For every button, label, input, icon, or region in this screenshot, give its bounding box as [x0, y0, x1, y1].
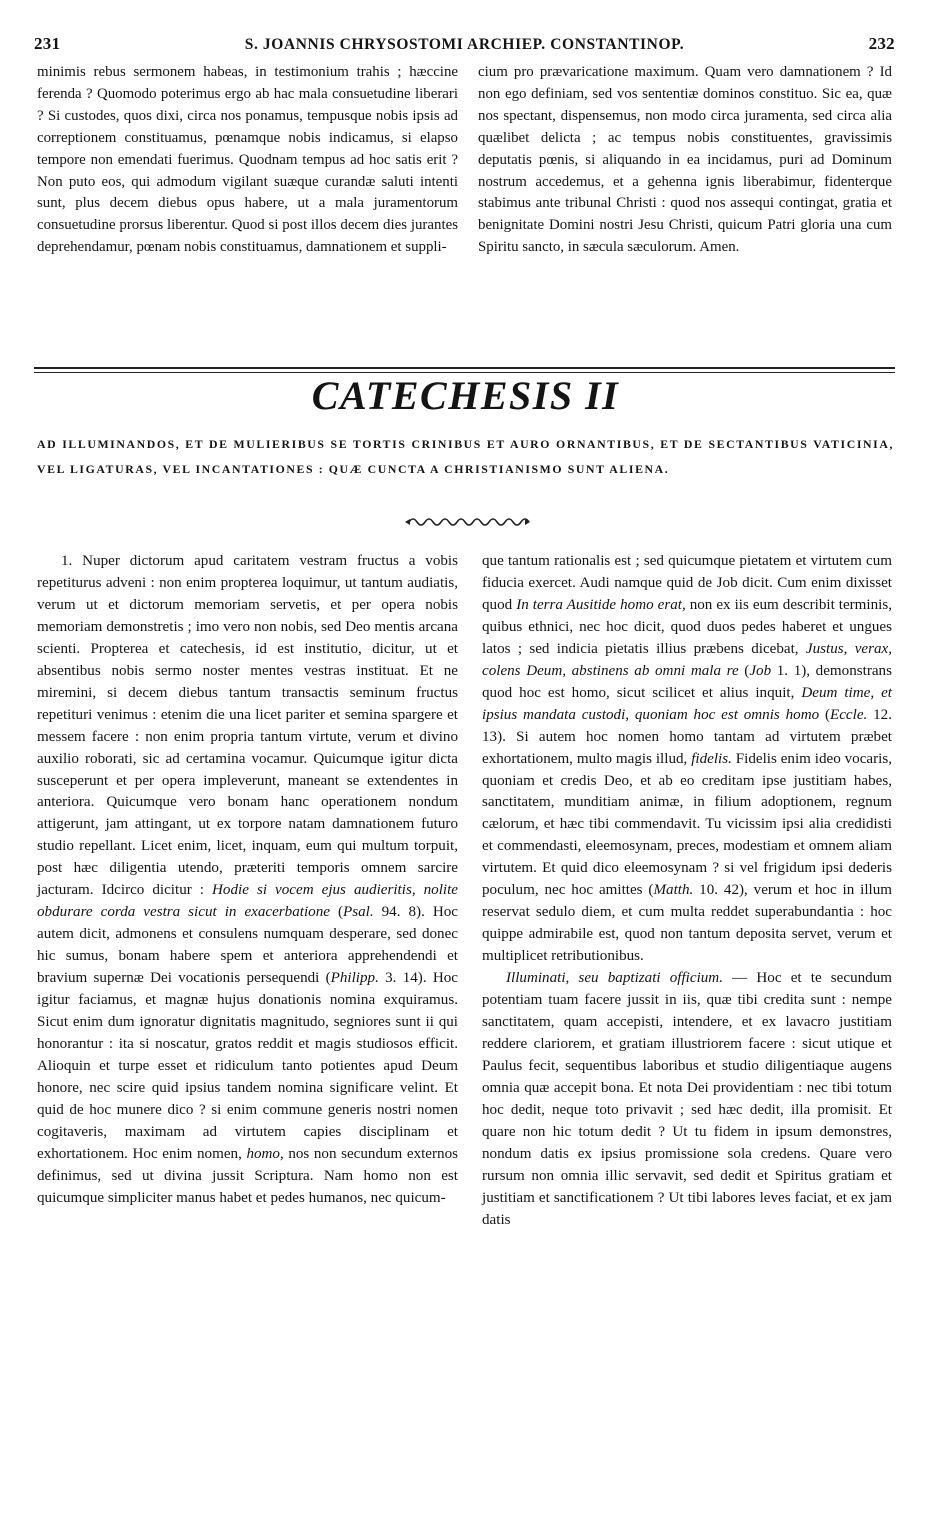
text-run: 1. Nuper dictorum apud caritatem vestram fructus a vobis repetiturus adveni : non enim propterea loquimur, ut tantum audiatis, verum ut et dictorum memoriam servetis, et per opera nobis memoriam demonstretis ; imo vero non nobis, sed Deo mentis arcana scienti. Propterea et catechesis, id est institutio, dicitur, ut et absentibus nobis sermo noster mentes vestras instituat. Et ne miremini, si decem diebus tantum transactis seminum fructus repetituri venimus : etenim die una licet pariter et semina spargere et messem facere : non enim propria tantum virtute, verum et divino auxilio roborati, sic ad certamina vocamur. Quicumque igitur dicta susceperunt et per opera impleverunt, maneant se extendentes in anteriora. Quicumque vero bonam hanc operationem nondum attigerunt, jam attingant, ut ex torpore natam damnationem futuro studio repellant. Licet enim, licet, inquam, eum qui multum torpuit, post hæc diligentia utendo, præteriti temporis omnem sarcire jacturam. Idcirco dicitur : — [37, 553, 458, 899]
text-run: — Hoc et te secundum potentiam tuam facere jussit in iis, quæ tibi credita sunt : nempe sanctitatem, quam accepisti, intendere, et ex lavacro justitiam reddere clariorem, et gratiam illustriorem facere : sicut utique et Paulus fecit, sequentibus laboribus et studio diligentiaque augens omnia quæ accepit bona. Et nota Dei providentiam : nec tibi totum hoc dedit, neque toto privavit ; sed hæc dedit, illa promisit. Et quare non hic totum dedit ? Ut tu fidem in ipsum demonstres, nondum datis ex ipsius promissione sola credens. Quare vero rursum non omnia illic servavit, sed dedit et Spiritus gratiam et justitiam et sanctificationem ? Ut tibi labores leves faciat, et ex jam datis — [482, 970, 893, 1228]
side-heading: Illuminati, seu baptizati officium. — [506, 970, 723, 987]
text-run: non ex iis eum describit terminis, quibus ethnici, nec hoc dicit, quod duos pedes haberet et ungues latos ; sed indicia pietatis illius præbens dicebat, — [482, 596, 892, 657]
paragraph-1 — [37, 551, 458, 1210]
running-title: S. JOANNIS CHRYSOSTOMI ARCHIEP. CONSTANTINOP. — [244, 36, 685, 53]
scripture-quote: Hodie si vocem ejus audieritis, nolite obdurare corda vestra sicut in exacerbatione — [37, 882, 458, 921]
text-run: 12. 13). Si autem hoc nomen homo tantam ad virtutem præbet exhortationem, multo magis illud, — [482, 706, 892, 767]
bottom-right-column — [482, 551, 892, 1232]
top-right-column — [478, 62, 892, 259]
scripture-quote: Deum time, et ipsius mandata custodi, quoniam hoc est omnis homo — [482, 684, 892, 723]
text-run: ( — [819, 706, 831, 723]
text-run: ( — [738, 662, 750, 679]
emphasis-word: fidelis. — [691, 750, 732, 767]
page-number-left: 231 — [34, 34, 61, 53]
ornament-flourish-icon — [405, 516, 530, 528]
top-left-column — [37, 62, 458, 259]
text-run: ( — [329, 904, 343, 921]
citation: Job — [749, 662, 772, 679]
citation: Philipp. — [330, 970, 379, 987]
paragraph-1-continued — [482, 551, 892, 968]
page-header — [34, 34, 895, 60]
section-title: CATECHESIS II — [311, 373, 620, 418]
citation: Eccle. — [830, 706, 868, 723]
scripture-quote: In terra Ausitide homo erat, — [516, 596, 686, 613]
section-rule-thick — [34, 367, 895, 369]
top-left-paragraph: minimis rebus sermonem habeas, in testimonium trahis ; hæccine ferenda ? Quomodo poterimus ergo ab hac mala consuetudine liberari ? Si custodes, quos dixi, circa nos ponamus, tempusque nobis ipsis ad correptionem constituamus, pœnamque nobis indicamus, si elapso tempore non emendati fuerimus. Quodnam tempus ad hoc satis erit ? Non puto eos, qui admodum vigilant suæque curandæ saluti intenti sunt, plus decem diebus opus habere, ut a mala juramentorum consuetudine prorsus liberentur. Quod si post illos decem dies jurantes deprehendamur, pœnam nobis constituamus, damnationem et suppli- — [37, 64, 458, 256]
citation: Psal. — [343, 904, 374, 921]
top-right-paragraph: cium pro prævaricatione maximum. Quam vero damnationem ? Id non ego definiam, sed vos sententiæ dominos constituo. Sic ea, quæ nos spectant, dispensemus, non modo circa juramenta, sed circa alia quælibet delicta ; ac tempus nobis constituentes, gravissimis deputatis pœnis, si aliquando in ea incidamus, puri ad Dominum nostrum accedemus, et a gehenna ignis liberabimur, fidenterque stabimus ante tribunal Christi : quod nos assequi contingat, gratia et benignitate Domini nostri Jesu Christi, quicum Patri gloria una cum Spiritu sancto, in sæcula sæculorum. Amen. — [478, 64, 892, 256]
text-run: Fidelis enim ideo vocaris, quoniam et credis Deo, et ab eo creditam ipse justitiam habes, sanctitatem, munditiam animæ, in filium adoptionem, regnum cælorum, et hæc tibi commendavit. Tu vicissim ipsi alia credidisti et commendasti, eleemosynam, preces, modestiam et omnem aliam virtutem. Et quid dico eleemosynam ? si vel frigidum ipsi dederis poculum, nec hoc amittes ( — [482, 750, 892, 899]
bottom-left-column — [37, 551, 458, 1210]
text-run: 3. 14). Hoc igitur faciamus, et magnæ hujus donationis nomina exquiramus. Sicut enim dum ignoratur dignitatis magnitudo, segniores sunt ii qui honorantur : ita si noscatur, gratos reddit et magis studiosos efficit. Alioquin et turpe esset et ridiculum tanto potientes apud Deum honore, nec scire quid ipsius tandem nomina significare velint. Et quid de hoc munere dico ? si enim commune generis nostri nomen cogitaveris, maximam ad virtutem capies disciplinam et exhortationem. Hoc enim nomen, — [37, 970, 458, 1162]
citation: Matth. — [653, 882, 694, 899]
scripture-quote: Justus, verax, colens Deum, abstinens ab omni mala re — [482, 640, 893, 679]
text-run: nos non secundum externos definimus, sed ut divina jussit Scriptura. Nam homo non est quicumque simpliciter manus habet et pedes humanos, nec quicum- — [37, 1145, 458, 1206]
section-subtitle: AD ILLUMINANDOS, ET DE MULIERIBUS SE TORTIS CRINIBUS ET AURO ORNANTIBUS, ET DE SECTANTIBUS VATICINIA, VEL LIGATURAS, VEL INCANTATIONES : QUÆ CUNCTA A CHRISTIANISMO SUNT ALIENA. — [37, 437, 894, 476]
emphasis-word: homo, — [246, 1145, 284, 1162]
page-number-right: 232 — [868, 34, 895, 53]
text-run: que tantum rationalis est ; sed quicumque pietatem et virtutem cum fiducia exercet. Audi namque quid de Job dicit. Cum enim dixisset quod — [482, 553, 892, 613]
text-run: 94. 8). Hoc autem dicit, admonens et consulens numquam desperare, sed donec hic sumus, bonam habere spem et anteriora apprehendendi et bravium supernæ Dei vocationis persequendi ( — [37, 904, 458, 987]
text-run: 10. 42), verum et hoc in illum reservat sedulo diem, et cum multa reddet superabundantia : hoc quippe admirabile est, quod non tantum deposita servet, verum et multiplicet retributionibus. — [482, 882, 893, 965]
text-run: 1. 1), demonstrans quod hoc est homo, sicut scilicet et alius inquit, — [482, 662, 892, 701]
paragraph-2 — [482, 968, 892, 1231]
